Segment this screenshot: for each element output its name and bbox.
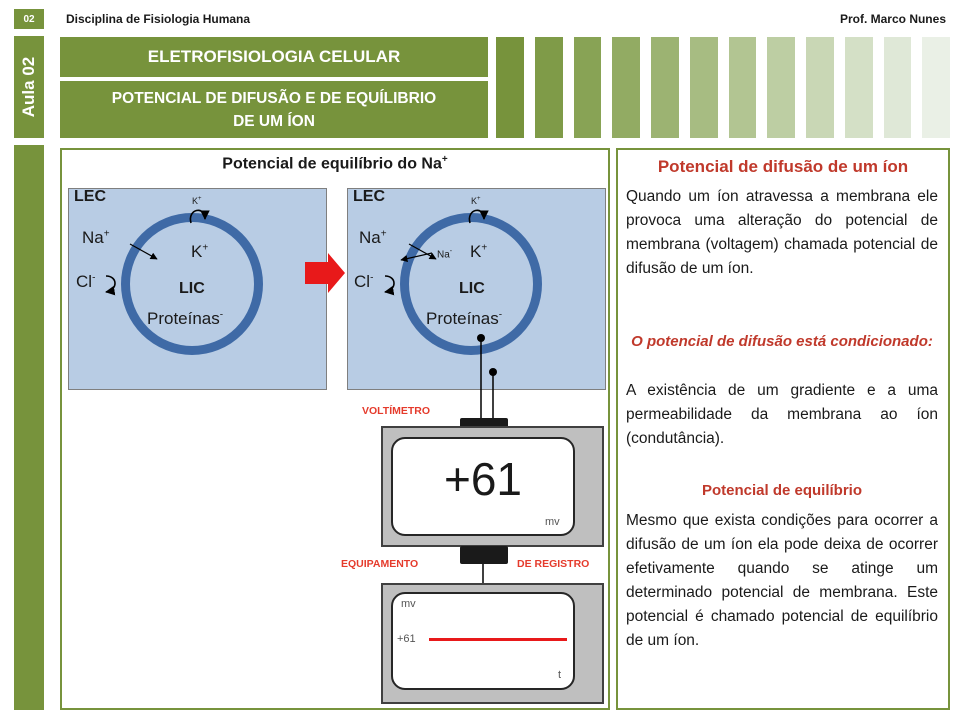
subheading-equilibrium: Potencial de equilíbrio [701,482,863,499]
diagram-title: Potencial de equilíbrio do Na+ [222,154,448,173]
stripe [729,37,757,138]
right-na-label: Na+ [359,228,387,247]
stripe [690,37,718,138]
sidebar-bar [14,145,44,710]
recorder-y-unit: mv [401,598,416,610]
slide-number-badge: 02 [14,9,44,29]
stripe [651,37,679,138]
stripe [767,37,795,138]
stripe [612,37,640,138]
left-lec-label: LEC [74,188,106,205]
course-name: Disciplina de Fisiologia Humana [66,12,251,26]
professor-name: Prof. Marco Nunes [839,12,946,26]
paragraph-equilibrium: Mesmo que exista condições para ocorrer a difusão de um íon ela pode deixa de ocorrer efetivamente quando se atinge um determinado potencial de membrana. Este potencial é chamado potencial de equilíbrio de um íon. [626,512,938,649]
recorder-screen [391,592,575,690]
panel-heading: Potencial de difusão de um íon [657,157,909,176]
voltmeter-unit: mv [545,516,560,528]
left-k-inside: K+ [191,242,209,261]
decorative-stripes [496,37,950,138]
stripe [922,37,950,138]
stripe [574,37,602,138]
main-title: ELETROFISIOLOGIA CELULAR [60,37,488,77]
stripe [845,37,873,138]
lesson-label: Aula 02 [19,56,38,118]
sidebar-line-top [14,29,44,32]
paragraph-diffusion: Quando um íon atravessa a membrana ele provoca uma alteração do potencial de membrana (voltagem) chamada potencial de difusão de um íon. [626,188,938,277]
stripe [496,37,524,138]
voltmeter-label: VOLTÍMETRO [362,405,431,417]
sidebar-lesson [14,36,44,138]
equipment-label: EQUIPAMENTO [341,558,419,570]
voltmeter-bottom-connector [460,546,508,564]
recorder-y-value: +61 [397,633,416,645]
stripe [535,37,563,138]
right-lic-label: LIC [459,280,485,297]
paragraph-conditions: A existência de um gradiente e a uma permeabilidade da membrana ao íon (condutância). [626,382,938,447]
left-na-label: Na+ [82,228,110,247]
right-na-small: Na- [437,248,453,261]
left-proteins-label: Proteínas- [147,309,224,328]
right-k-top: K+ [471,196,481,206]
stripe [806,37,834,138]
left-cl-label: Cl- [76,272,96,291]
recorder-trace-line [429,638,567,641]
right-cl-label: Cl- [354,272,374,291]
subheading-conditioned: O potencial de difusão está condicionado: [631,333,933,350]
voltmeter-value: +61 [443,453,523,505]
registro-label: DE REGISTRO [517,558,590,570]
right-lec-label: LEC [353,188,385,205]
stripe [884,37,912,138]
right-k-inside: K+ [470,242,488,261]
left-k-top: K+ [192,196,202,206]
subtitle: POTENCIAL DE DIFUSÃO E DE EQUÍLIBRIO DE UM ÍON [60,81,488,138]
recorder-x-unit: t [558,669,562,681]
right-proteins-label: Proteínas- [426,309,503,328]
left-lic-label: LIC [179,280,205,297]
